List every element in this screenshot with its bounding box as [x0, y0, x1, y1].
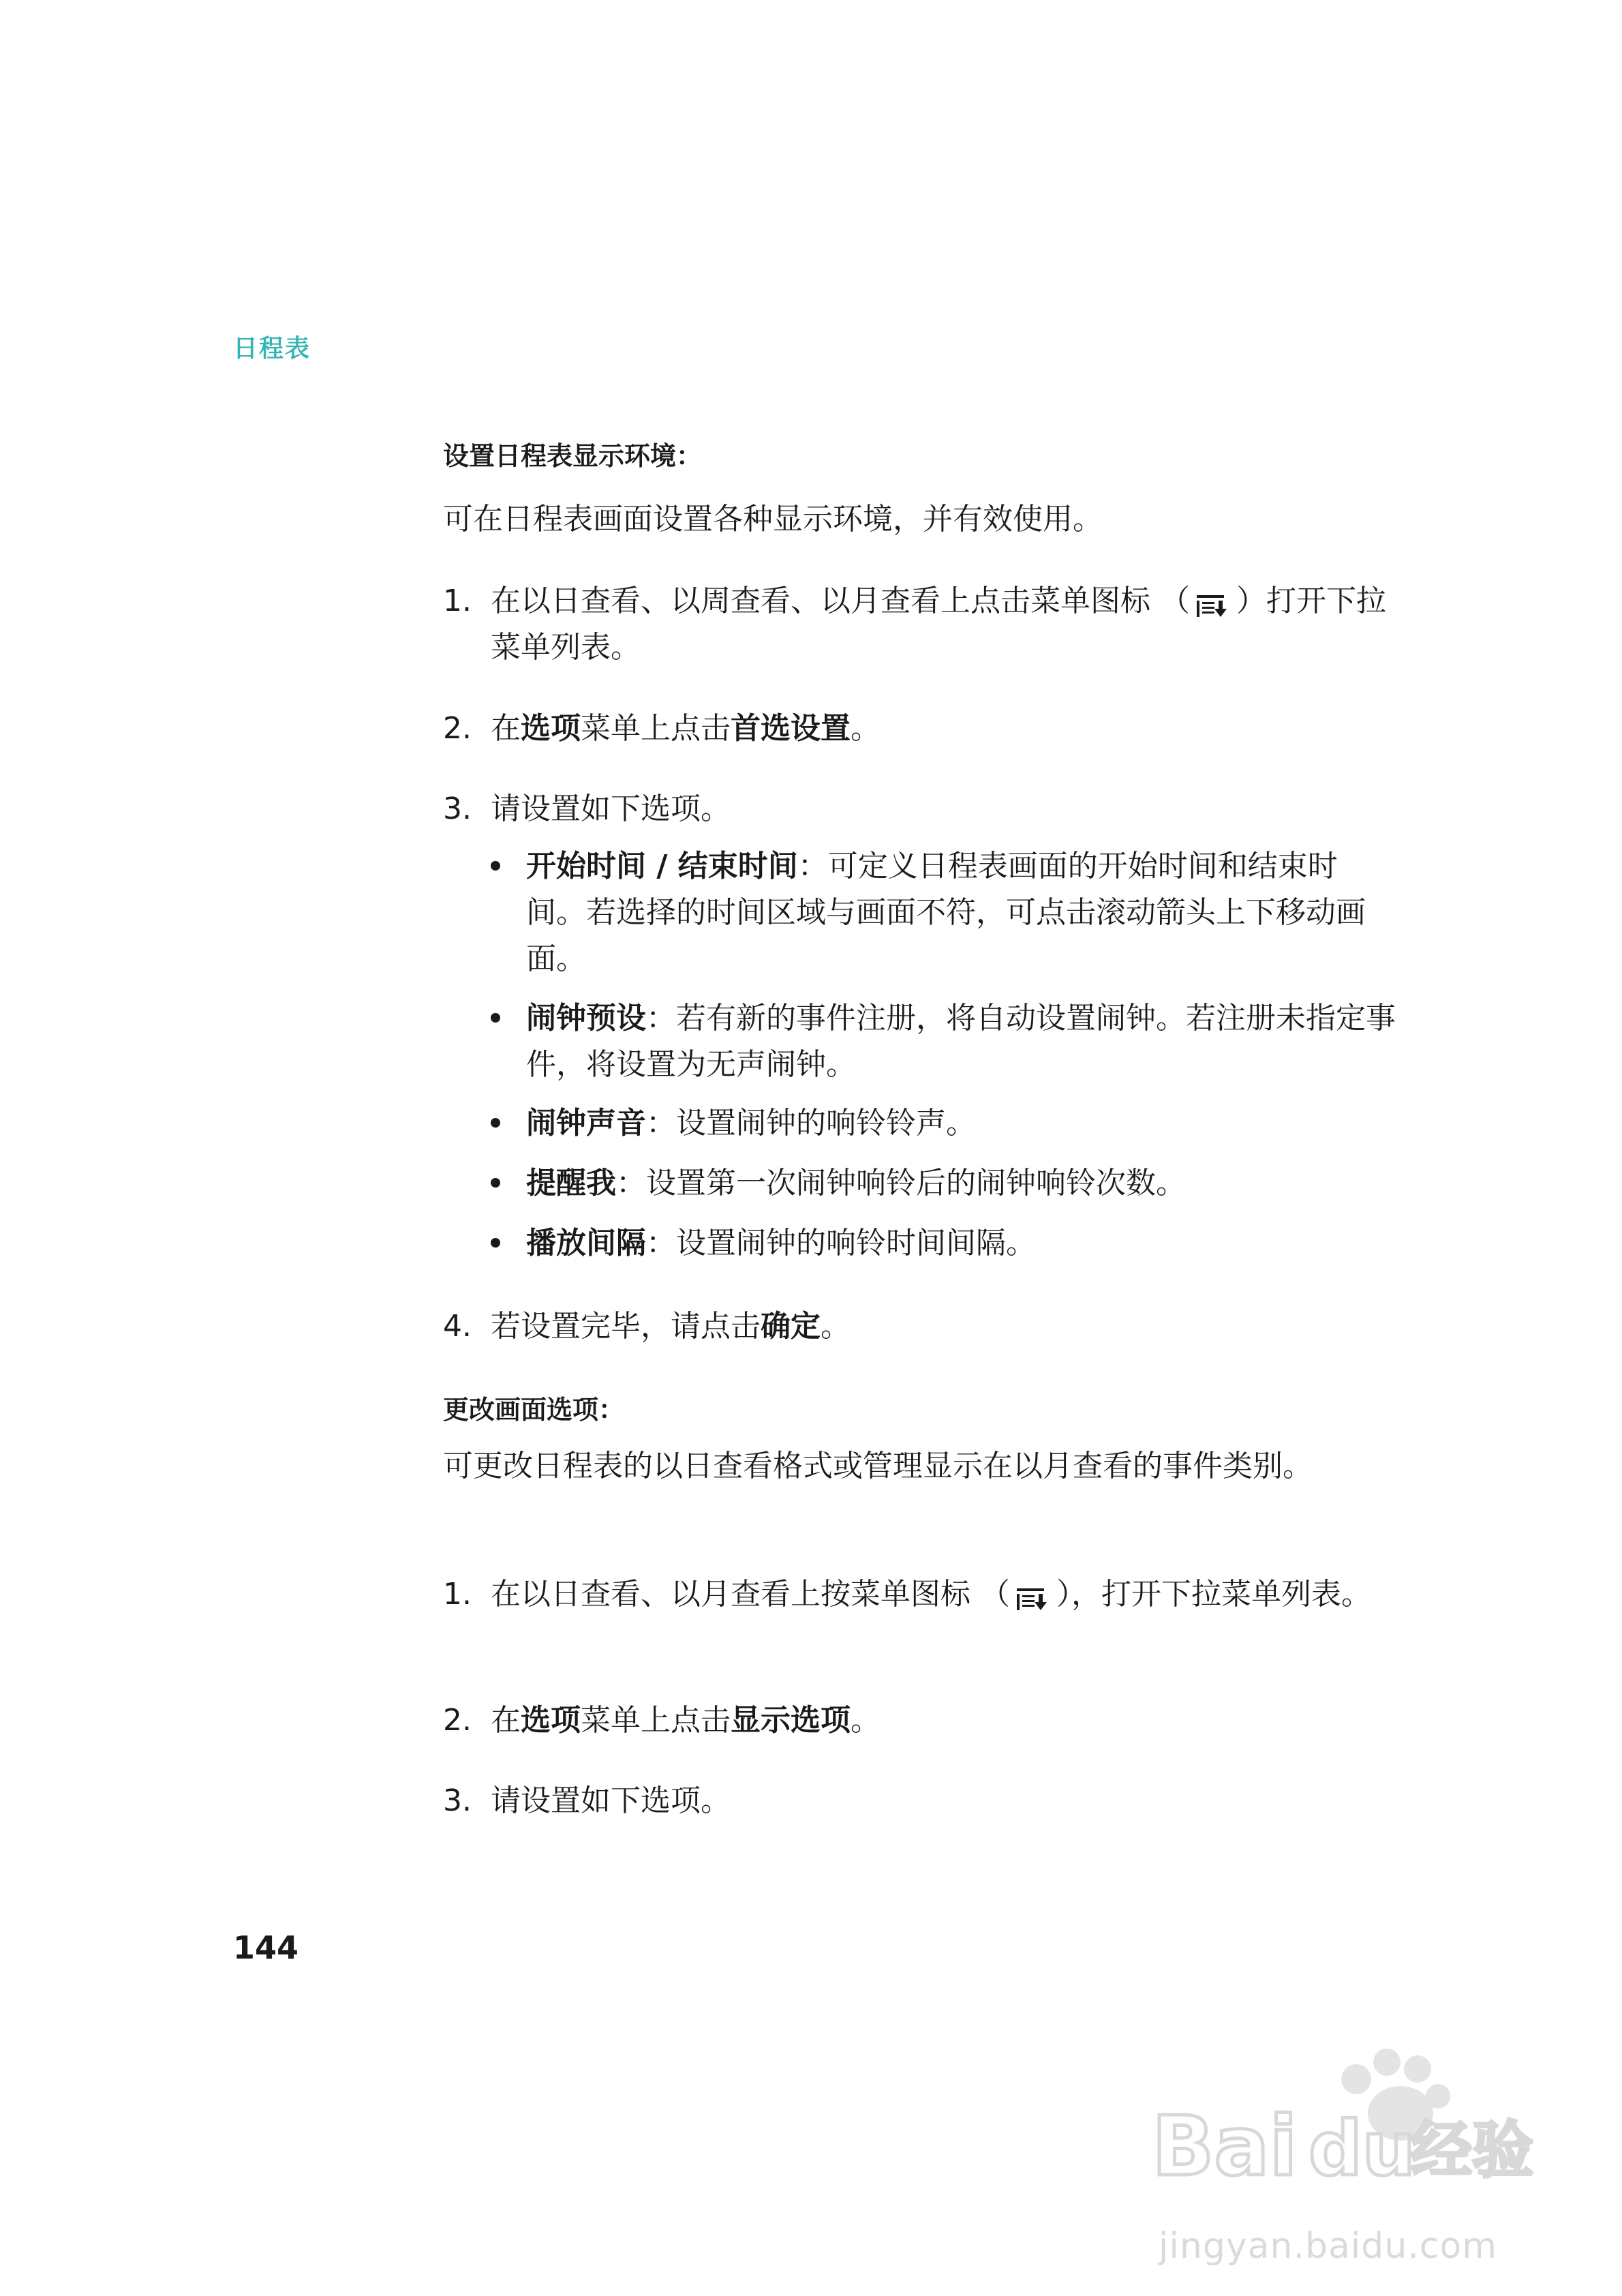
- section1-step-2: [443, 706, 1397, 752]
- step-text: 若设置完毕，请点击: [491, 1309, 761, 1344]
- step-text-before: 在以日查看、以周查看、以月查看上点击菜单图标 （: [491, 584, 1190, 618]
- bullet-dot: [491, 1013, 500, 1023]
- step-text-before: 在以日查看、以月查看上按菜单图标 （: [491, 1577, 1010, 1612]
- section2-intro: 可更改日程表的以日查看格式或管理显示在以月查看的事件类别。: [443, 1449, 1313, 1483]
- bullet-desc: ：设置闹钟的响铃铃声。: [646, 1106, 976, 1141]
- step-number: 1.: [443, 584, 472, 618]
- step-text: 。: [851, 711, 881, 746]
- step-number: 3.: [443, 1783, 472, 1818]
- svg-text:经验: 经验: [1411, 2115, 1533, 2186]
- bold-term: 确定: [761, 1309, 821, 1344]
- step-text: 在: [491, 1703, 521, 1738]
- bullet-term: 播放间隔: [526, 1226, 646, 1260]
- section1-step-4: [443, 1303, 1397, 1350]
- bullet-item: [491, 843, 1397, 982]
- step-number: 1.: [443, 1577, 472, 1612]
- section-header: 日程表: [233, 335, 311, 363]
- watermark-url: jingyan.baidu.com: [1159, 2226, 1497, 2267]
- step-text: 菜单上点击: [581, 711, 731, 746]
- step-text: 。: [851, 1703, 881, 1738]
- bullet-desc: ：设置闹钟的响铃时间间隔。: [646, 1226, 1036, 1260]
- section1-step-1: [443, 578, 1397, 671]
- bold-term: 显示选项: [731, 1703, 851, 1738]
- bullet-item: [491, 1220, 1397, 1267]
- bold-term: 选项: [521, 711, 581, 746]
- bullet-dot: [491, 1178, 500, 1188]
- baidu-watermark-logo: [1152, 2038, 1533, 2218]
- svg-text:du: du: [1309, 2105, 1416, 2192]
- section1-step-3: [443, 786, 1397, 832]
- section1-intro: 可在日程表画面设置各种显示环境，并有效使用。: [443, 502, 1103, 537]
- menu-icon: [1014, 1582, 1052, 1612]
- bullet-term: 提醒我: [526, 1166, 616, 1200]
- bullet-term: 闹钟声音: [526, 1106, 646, 1141]
- step-text: 请设置如下选项。: [491, 791, 731, 826]
- bullet-term: 闹钟预设: [526, 1001, 646, 1036]
- step-text-after: ）打开下拉菜单列表。: [491, 584, 1386, 665]
- bullet-desc: ：设置第一次闹钟响铃后的闹钟响铃次数。: [616, 1166, 1186, 1200]
- step-text-after: ），打开下拉菜单列表。: [1056, 1577, 1371, 1612]
- menu-icon: [1194, 588, 1232, 618]
- bullet-desc: ：若有新的事件注册，将自动设置闹钟。若注册未指定事件，将设置为无声闹钟。: [526, 1001, 1396, 1082]
- step-text: 菜单上点击: [581, 1703, 731, 1738]
- bullet-item: [491, 1160, 1397, 1207]
- bullet-item: [491, 1100, 1397, 1147]
- section2-heading: 更改画面选项：: [443, 1395, 625, 1425]
- bullet-desc: ：可定义日程表画面的开始时间和结束时间。若选择的时间区域与画面不符，可点击滚动箭头上下移动画面。: [526, 849, 1366, 976]
- bold-term: 首选设置: [731, 711, 851, 746]
- bullet-item: [491, 995, 1397, 1088]
- step-number: 4.: [443, 1309, 472, 1344]
- step-number: 3.: [443, 791, 472, 826]
- section2-step-3: [443, 1778, 1397, 1824]
- step-text: 。: [821, 1309, 851, 1344]
- svg-text:Bai: Bai: [1152, 2100, 1298, 2194]
- step-text: 在: [491, 711, 521, 746]
- bullet-dot: [491, 1238, 500, 1248]
- section2-step-2: [443, 1697, 1397, 1744]
- section1-heading: 设置日程表显示环境：: [443, 441, 703, 471]
- section2-step-1: [443, 1571, 1397, 1618]
- step-text: 请设置如下选项。: [491, 1783, 731, 1818]
- step-number: 2.: [443, 711, 472, 746]
- bullet-term: 开始时间 / 结束时间: [526, 849, 798, 883]
- bullet-dot: [491, 1118, 500, 1128]
- step-number: 2.: [443, 1703, 472, 1738]
- page-number: 144: [233, 1929, 299, 1966]
- bold-term: 选项: [521, 1703, 581, 1738]
- bullet-dot: [491, 861, 500, 871]
